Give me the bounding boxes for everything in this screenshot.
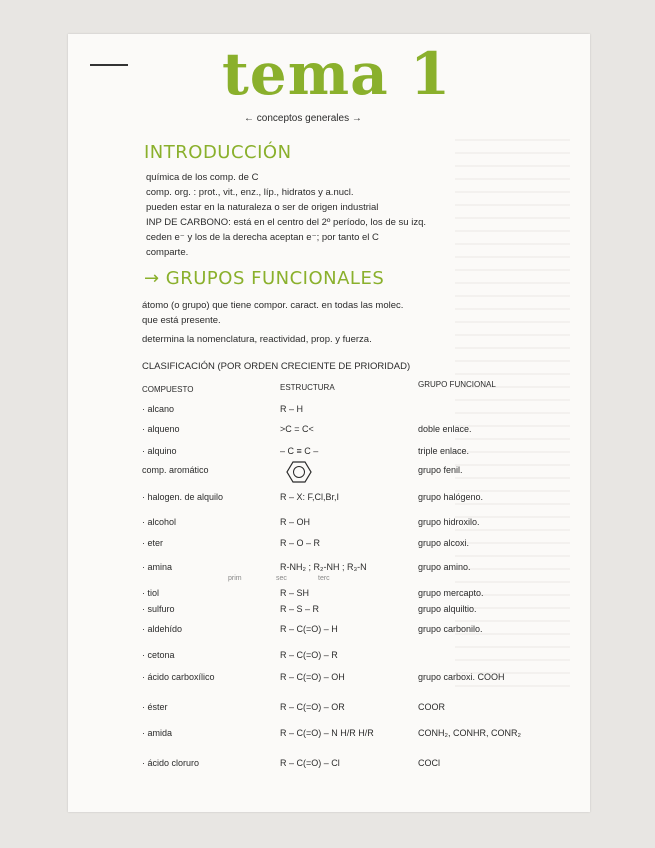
table-row xyxy=(0,492,655,512)
table-row xyxy=(0,424,655,444)
structure-formula: R-NH₂ ; R₂-NH ; R₃-N xyxy=(280,562,367,572)
compound-name: · éster xyxy=(142,702,168,712)
column-header-compound: COMPUESTO xyxy=(142,385,194,394)
structure-formula: R – X: F,Cl,Br,I xyxy=(280,492,340,502)
amine-label-sec: sec xyxy=(276,575,287,582)
table-row xyxy=(0,604,655,624)
structure-formula: R – C(=O) – Cl xyxy=(280,758,340,768)
functional-group-name: doble enlace. xyxy=(418,424,472,434)
grupos-line: que está presente. xyxy=(142,315,221,326)
table-row xyxy=(0,702,655,722)
intro-line: pueden estar en la naturaleza o ser de origen industrial xyxy=(146,202,379,213)
structure-formula: R – C(=O) – OR xyxy=(280,702,345,712)
structure-formula: – C ≡ C – xyxy=(280,446,319,456)
functional-group-name: grupo mercapto. xyxy=(418,588,484,598)
structure-formula: R – S – R xyxy=(280,604,320,614)
amine-label-prim: prim xyxy=(228,575,242,582)
classification-title: CLASIFICACIÓN (POR ORDEN CRECIENTE DE PRIORIDAD) xyxy=(142,361,411,372)
compound-name: · tiol xyxy=(142,588,160,598)
table-row xyxy=(0,465,655,485)
structure-formula: R – C(=O) – R xyxy=(280,650,338,660)
compound-name: · eter xyxy=(142,538,164,548)
intro-line: ceden e⁻ y los de la derecha aceptan e⁻; por tanto el C xyxy=(146,232,379,243)
intro-line: comp. org. : prot., vit., enz., líp., hidratos y a.nucl. xyxy=(146,187,354,198)
compound-name: · alquino xyxy=(142,446,177,456)
intro-line: química de los comp. de C xyxy=(146,172,259,183)
functional-group-name: grupo carboxi. COOH xyxy=(418,672,505,682)
compound-name: · halogen. de alquilo xyxy=(142,492,224,502)
compound-name: · sulfuro xyxy=(142,604,175,614)
grupos-line: determina la nomenclatura, reactividad, prop. y fuerza. xyxy=(142,334,372,345)
structure-formula: R – OH xyxy=(280,517,311,527)
functional-group-name: grupo alquiltio. xyxy=(418,604,477,614)
benzene-ring-icon xyxy=(286,460,312,484)
compound-name: · cetona xyxy=(142,650,175,660)
table-row xyxy=(0,758,655,778)
functional-group-name: COCl xyxy=(418,758,440,768)
functional-group-name: grupo halógeno. xyxy=(418,492,484,502)
table-row xyxy=(0,624,655,644)
functional-group-name: CONH₂, CONHR, CONR₂ xyxy=(418,728,521,738)
intro-line: comparte. xyxy=(146,247,189,258)
intro-heading: INTRODUCCIÓN xyxy=(144,142,292,163)
table-row xyxy=(0,728,655,748)
margin-mark xyxy=(90,64,128,66)
column-header-structure: ESTRUCTURA xyxy=(280,383,335,392)
functional-group-name: grupo alcoxi. xyxy=(418,538,470,548)
page-subtitle: ← conceptos generales → xyxy=(244,113,362,124)
compound-name: · alcano xyxy=(142,404,175,414)
intro-line: INP DE CARBONO: está en el centro del 2º período, los de su izq. xyxy=(146,217,426,228)
column-header-group: GRUPO FUNCIONAL xyxy=(418,380,496,389)
table-row xyxy=(0,404,655,424)
compound-name: · ácido carboxílico xyxy=(142,672,215,682)
compound-name: · alqueno xyxy=(142,424,180,434)
table-row xyxy=(0,672,655,692)
functional-group-name: COOR xyxy=(418,702,445,712)
structure-formula: R – O – R xyxy=(280,538,321,548)
table-row xyxy=(0,517,655,537)
compound-name: · amina xyxy=(142,562,173,572)
functional-group-name: grupo hidroxilo. xyxy=(418,517,480,527)
structure-formula: R – H xyxy=(280,404,304,414)
grupos-line: átomo (o grupo) que tiene compor. caract. en todas las molec. xyxy=(142,300,404,311)
functional-group-name: grupo fenil. xyxy=(418,465,463,475)
structure-formula: R – C(=O) – OH xyxy=(280,672,345,682)
table-row xyxy=(0,446,655,466)
compound-name: · alcohol xyxy=(142,517,177,527)
structure-formula: R – C(=O) – N H/R H/R xyxy=(280,728,374,738)
compound-name: · ácido cloruro xyxy=(142,758,200,768)
structure-formula: >C = C< xyxy=(280,424,314,434)
compound-name: comp. aromático xyxy=(142,465,209,475)
amine-label-terc: terc xyxy=(318,575,330,582)
functional-group-name: grupo carbonilo. xyxy=(418,624,483,634)
page-title: tema 1 xyxy=(222,40,452,108)
structure-formula: R – SH xyxy=(280,588,310,598)
table-row xyxy=(0,538,655,558)
table-row xyxy=(0,650,655,670)
compound-name: · aldehído xyxy=(142,624,183,634)
structure-formula: R – C(=O) – H xyxy=(280,624,338,634)
grupos-heading: → GRUPOS FUNCIONALES xyxy=(144,268,385,289)
functional-group-name: triple enlace. xyxy=(418,446,470,456)
functional-group-name: grupo amino. xyxy=(418,562,471,572)
compound-name: · amida xyxy=(142,728,173,738)
